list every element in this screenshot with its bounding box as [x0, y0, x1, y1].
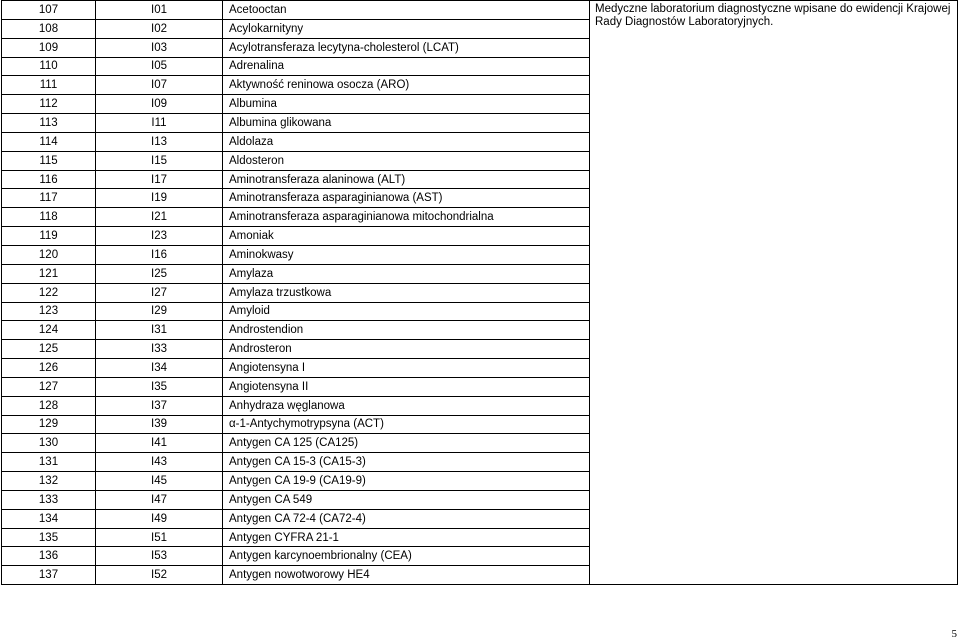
test-code-cell: I27: [96, 283, 223, 302]
table-body: [2, 1, 958, 585]
test-code-cell: I19: [96, 189, 223, 208]
row-number-cell: 125: [2, 340, 96, 359]
row-number-cell: 128: [2, 396, 96, 415]
test-code-cell: I25: [96, 264, 223, 283]
row-number-cell: 121: [2, 264, 96, 283]
test-code-cell: I16: [96, 245, 223, 264]
test-name-cell: Angiotensyna I: [223, 359, 590, 378]
row-number-cell: 120: [2, 245, 96, 264]
test-code-cell: I09: [96, 95, 223, 114]
row-number-cell: 111: [2, 76, 96, 95]
row-number-cell: 137: [2, 566, 96, 585]
test-name-cell: Antygen karcynoembrionalny (CEA): [223, 547, 590, 566]
row-number-cell: 116: [2, 170, 96, 189]
row-number-cell: 108: [2, 19, 96, 38]
row-number-cell: 114: [2, 132, 96, 151]
test-name-cell: Aldosteron: [223, 151, 590, 170]
test-code-cell: I43: [96, 453, 223, 472]
test-name-cell: Antygen CYFRA 21-1: [223, 528, 590, 547]
test-code-cell: I49: [96, 509, 223, 528]
test-code-cell: I01: [96, 1, 223, 20]
test-code-cell: I37: [96, 396, 223, 415]
test-name-cell: Antygen nowotworowy HE4: [223, 566, 590, 585]
row-number-cell: 122: [2, 283, 96, 302]
test-code-cell: I13: [96, 132, 223, 151]
test-code-cell: I33: [96, 340, 223, 359]
test-name-cell: Antygen CA 19-9 (CA19-9): [223, 472, 590, 491]
row-number-cell: 110: [2, 57, 96, 76]
test-code-cell: I35: [96, 377, 223, 396]
row-number-cell: 119: [2, 227, 96, 246]
row-number-cell: 127: [2, 377, 96, 396]
test-name-cell: Androstendion: [223, 321, 590, 340]
test-name-cell: Antygen CA 549: [223, 490, 590, 509]
row-number-cell: 115: [2, 151, 96, 170]
row-number-cell: 109: [2, 38, 96, 57]
test-name-cell: Aminotransferaza alaninowa (ALT): [223, 170, 590, 189]
row-number-cell: 133: [2, 490, 96, 509]
row-number-cell: 118: [2, 208, 96, 227]
test-name-cell: Angiotensyna II: [223, 377, 590, 396]
test-name-cell: Acetooctan: [223, 1, 590, 20]
test-code-cell: I03: [96, 38, 223, 57]
test-code-cell: I53: [96, 547, 223, 566]
test-name-cell: Aktywność reninowa osocza (ARO): [223, 76, 590, 95]
row-number-cell: 123: [2, 302, 96, 321]
test-code-cell: I23: [96, 227, 223, 246]
test-name-cell: Antygen CA 125 (CA125): [223, 434, 590, 453]
test-code-cell: I15: [96, 151, 223, 170]
row-number-cell: 124: [2, 321, 96, 340]
row-number-cell: 126: [2, 359, 96, 378]
test-code-cell: I21: [96, 208, 223, 227]
row-number-cell: 134: [2, 509, 96, 528]
test-name-cell: Amylaza: [223, 264, 590, 283]
test-code-cell: I51: [96, 528, 223, 547]
test-name-cell: Aminokwasy: [223, 245, 590, 264]
test-name-cell: Aminotransferaza asparaginianowa mitochondrialna: [223, 208, 590, 227]
row-number-cell: 130: [2, 434, 96, 453]
test-name-cell: Antygen CA 72-4 (CA72-4): [223, 509, 590, 528]
test-name-cell: Acylokarnityny: [223, 19, 590, 38]
row-number-cell: 107: [2, 1, 96, 20]
test-name-cell: α-1-Antychymotrypsyna (ACT): [223, 415, 590, 434]
row-number-cell: 136: [2, 547, 96, 566]
test-code-cell: I47: [96, 490, 223, 509]
test-code-cell: I34: [96, 359, 223, 378]
test-name-cell: Amyloid: [223, 302, 590, 321]
row-number-cell: 117: [2, 189, 96, 208]
page-number: 5: [951, 628, 957, 640]
test-code-cell: I17: [96, 170, 223, 189]
test-code-cell: I31: [96, 321, 223, 340]
test-name-cell: Aldolaza: [223, 132, 590, 151]
row-number-cell: 131: [2, 453, 96, 472]
test-name-cell: Albumina glikowana: [223, 114, 590, 133]
test-name-cell: Androsteron: [223, 340, 590, 359]
accreditation-note-cell: Medyczne laboratorium diagnostyczne wpisane do ewidencji Krajowej Rady Diagnostów Laboratoryjnych.: [590, 1, 958, 585]
row-number-cell: 112: [2, 95, 96, 114]
test-code-cell: I41: [96, 434, 223, 453]
test-name-cell: Antygen CA 15-3 (CA15-3): [223, 453, 590, 472]
row-number-cell: 113: [2, 114, 96, 133]
test-code-cell: I05: [96, 57, 223, 76]
laboratory-tests-table: [1, 0, 958, 585]
test-code-cell: I07: [96, 76, 223, 95]
test-name-cell: Adrenalina: [223, 57, 590, 76]
test-name-cell: Amylaza trzustkowa: [223, 283, 590, 302]
test-name-cell: Amoniak: [223, 227, 590, 246]
test-code-cell: I02: [96, 19, 223, 38]
row-number-cell: 135: [2, 528, 96, 547]
test-name-cell: Aminotransferaza asparaginianowa (AST): [223, 189, 590, 208]
test-code-cell: I29: [96, 302, 223, 321]
test-name-cell: Acylotransferaza lecytyna-cholesterol (LCAT): [223, 38, 590, 57]
row-number-cell: 132: [2, 472, 96, 491]
test-code-cell: I11: [96, 114, 223, 133]
test-name-cell: Albumina: [223, 95, 590, 114]
test-code-cell: I45: [96, 472, 223, 491]
table-row: [2, 1, 958, 20]
row-number-cell: 129: [2, 415, 96, 434]
test-code-cell: I39: [96, 415, 223, 434]
test-code-cell: I52: [96, 566, 223, 585]
test-name-cell: Anhydraza węglanowa: [223, 396, 590, 415]
